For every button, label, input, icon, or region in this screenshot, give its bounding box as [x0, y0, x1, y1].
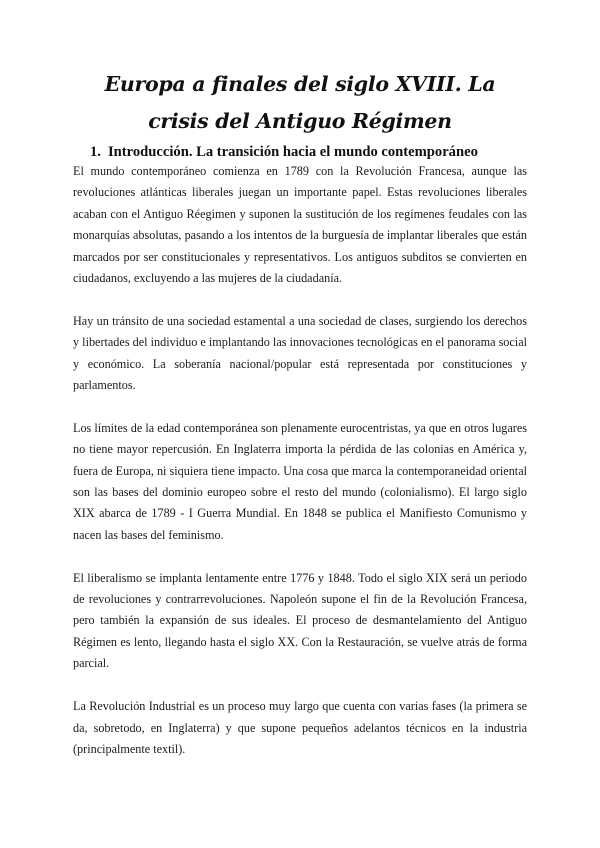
- paragraph-spacer: [73, 675, 527, 696]
- paragraph-4: El liberalismo se implanta lentamente entre 1776 y 1848. Todo el siglo XIX será un periodo de revoluciones y contrarrevoluciones. Napoleón supone el fin de la Revolución Francesa, pero también la expansión de sus ideales. El proceso de desmantelamiento del Antiguo Régimen es lento, llegando hasta el siglo XX. Con la Restauración, se vuelve atrás de forma parcial.: [73, 570, 527, 671]
- document-title: Europa a finales del siglo XVIII. La crisis del Antiguo Régimen: [104, 72, 496, 133]
- section-heading: [73, 143, 527, 161]
- paragraph-5: La Revolución Industrial es un proceso muy largo que cuenta con varias fases (la primera se da, sobretodo, en Inglaterra) y que supone pequeños adelantos técnicos en la industria (principalmente textil).: [73, 699, 527, 756]
- section-title: Introducción. La transición hacia el mundo contemporáneo: [108, 144, 478, 160]
- paragraph-3: Los límites de la edad contemporánea son plenamente eurocentristas, ya que en otros lugares no tiene mayor repercusión. En Inglaterra importa la pérdida de las colonias en América y, fuera de Europa, ni siquiera tiene impacto. Una cosa que marca la contemporaneidad oriental son las bases del dominio europeo sobre el resto del mundo (colonialismo). El largo siglo XIX abarca de 1789 - I Guerra Mundial. En 1848 se publica el Manifiesto Comunismo y nacen las bases del feminismo.: [73, 420, 527, 542]
- section-number: 1.: [90, 144, 101, 160]
- paragraph-1: El mundo contemporáneo comienza en 1789 con la Revolución Francesa, aunque las revoluciones atlánticas liberales juegan un importante papel. Estas revoluciones liberales acaban con el Antiguo Réegimen y suponen la sustitución de los regímenes feudales con las monarquías absolutas, pasando a los intentos de la burguesía de implantar liberales que están marcados por ser constitucionales y representativos. Los antiguos subditos se convierten en ciudadanos, excluyendo a las mujeres de la ciudadanía.: [73, 164, 527, 286]
- paragraph-spacer: [73, 546, 527, 567]
- paragraph-2: Hay un tránsito de una sociedad estamental a una sociedad de clases, surgiendo los derechos y libertades del individuo e implantando las innovaciones tecnológicas en el panorama social y económico. La soberanía nacional/popular está representada por constituciones y parlamentos.: [73, 313, 527, 393]
- paragraph-spacer: [73, 289, 527, 310]
- paragraph-spacer: [73, 396, 527, 417]
